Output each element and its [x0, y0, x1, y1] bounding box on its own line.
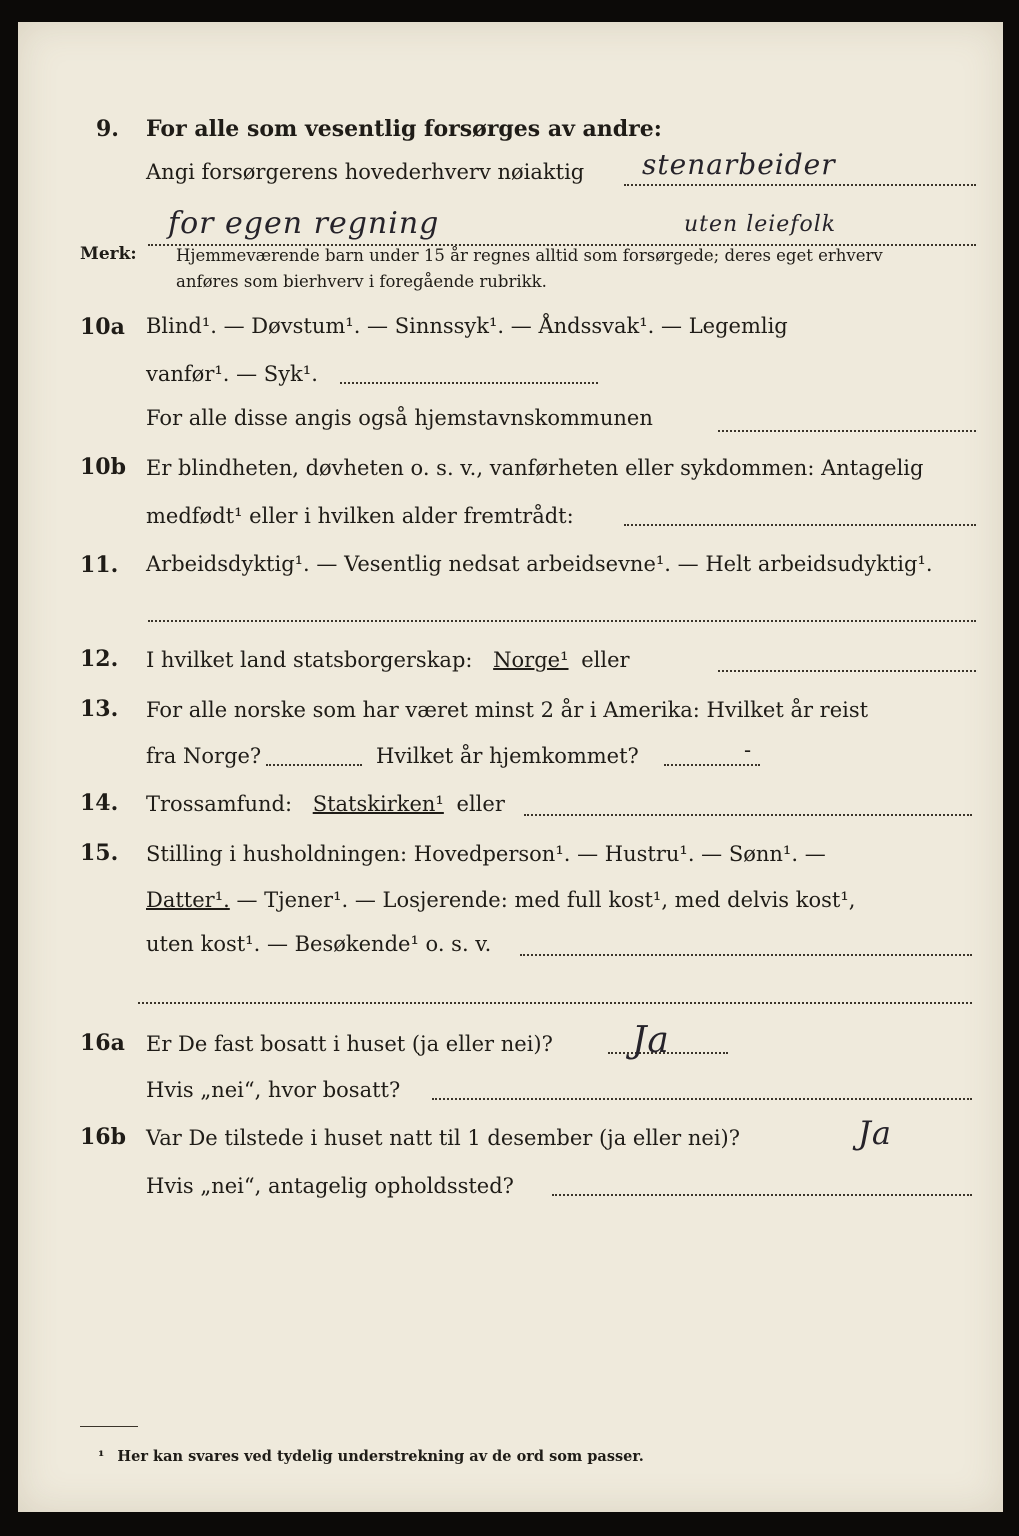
q13-return-line [664, 764, 760, 766]
q11-line1: Arbeidsdyktig¹. — Vesentlig nedsat arbeidsevne¹. — Helt arbeidsudyktig¹. [146, 552, 933, 576]
q16a-line2: Hvis „nei“, hvor bosatt? [146, 1078, 401, 1102]
census-form-page [18, 22, 1003, 1512]
q9-answer-detail2: uten leiefolk [684, 212, 837, 237]
q11-number: 11. [80, 552, 119, 578]
q10a-municipality-line [718, 430, 976, 432]
q12-number: 12. [80, 646, 119, 672]
footnote-text: Her kan svares ved tydelig understrekning av de ord som passer. [117, 1448, 644, 1465]
q10b-line2: medfødt¹ eller i hvilken alder fremtrådt: [146, 504, 574, 528]
q9-line1: Angi forsørgerens hovederhverv nøiaktig [146, 160, 585, 184]
q15-line3: uten kost¹. — Besøkende¹ o. s. v. [146, 932, 492, 956]
q13-line2a: fra Norge? [146, 744, 262, 768]
q9-answer-line1 [624, 184, 976, 186]
q13-departure-line [266, 764, 362, 766]
q14-line [146, 792, 505, 816]
footnote-rule [80, 1426, 138, 1427]
q16b-line1: Var De tilstede i huset natt til 1 desember (ja eller nei)? [146, 1126, 741, 1150]
footnote-mark: ¹ [98, 1448, 105, 1465]
q9-answer-detail: for egen regning [168, 206, 440, 241]
q10b-line1: Er blindheten, døvheten o. s. v., vanførheten eller sykdommen: Antagelig [146, 456, 924, 480]
q9-number: 9. [96, 116, 119, 142]
q13-answer: - [744, 738, 752, 762]
q16b-number: 16b [80, 1124, 126, 1150]
q15-line2-rest: — Tjener¹. — Losjerende: med full kost¹, med delvis kost¹, [236, 888, 856, 912]
q9-merk-label: Merk: [80, 244, 137, 264]
q9-merk-line2: anføres som bierhverv i foregående rubrikk. [176, 272, 547, 291]
q14-underlined-answer: Statskirken¹ [312, 792, 444, 816]
q16a-residence-line [432, 1098, 972, 1100]
q15-line2 [146, 888, 855, 912]
q10a-answer-line [340, 382, 598, 384]
q9-answer-occupation: stenarbeider [642, 148, 836, 181]
q9-title: For alle som vesentlig forsørges av andre: [146, 116, 662, 142]
q16a-answer: Ja [632, 1020, 670, 1061]
q15-answer-line2 [138, 1002, 972, 1004]
q12-answer-line [718, 670, 976, 672]
q13-line2b: Hvilket år hjemkommet? [376, 744, 639, 768]
q10b-answer-line [624, 524, 976, 526]
q10a-line3: For alle disse angis også hjemstavnskommunen [146, 406, 653, 430]
q15-underlined-answer: Datter¹. [146, 888, 230, 912]
footnote [98, 1448, 644, 1465]
q13-number: 13. [80, 696, 119, 722]
q10a-number: 10a [80, 314, 125, 340]
q10a-line1: Blind¹. — Døvstum¹. — Sinnssyk¹. — Åndssvak¹. — Legemlig [146, 314, 788, 338]
q14-suffix: eller [456, 792, 505, 816]
q12-line [146, 648, 630, 672]
q15-number: 15. [80, 840, 119, 866]
q14-answer-line [524, 814, 972, 816]
q16b-line2: Hvis „nei“, antagelig opholdssted? [146, 1174, 514, 1198]
q14-number: 14. [80, 790, 119, 816]
q16a-line1: Er De fast bosatt i huset (ja eller nei)? [146, 1032, 553, 1056]
q13-line1: For alle norske som har været minst 2 år i Amerika: Hvilket år reist [146, 698, 869, 722]
q12-underlined-answer: Norge¹ [493, 648, 569, 672]
q11-answer-line [148, 620, 976, 622]
q15-answer-line1 [520, 954, 972, 956]
q10b-number: 10b [80, 454, 126, 480]
q12-prefix: I hvilket land statsborgerskap: [146, 648, 473, 672]
q10a-line2: vanfør¹. — Syk¹. [146, 362, 318, 386]
q9-merk-line1: Hjemmeværende barn under 15 år regnes alltid som forsørgede; deres eget erhverv [176, 246, 883, 265]
q16a-number: 16a [80, 1030, 125, 1056]
q14-prefix: Trossamfund: [146, 792, 293, 816]
q16b-whereabouts-line [552, 1194, 972, 1196]
q16b-answer: Ja [858, 1114, 892, 1152]
q12-suffix: eller [581, 648, 630, 672]
q15-line1: Stilling i husholdningen: Hovedperson¹. — Hustru¹. — Sønn¹. — [146, 842, 826, 866]
